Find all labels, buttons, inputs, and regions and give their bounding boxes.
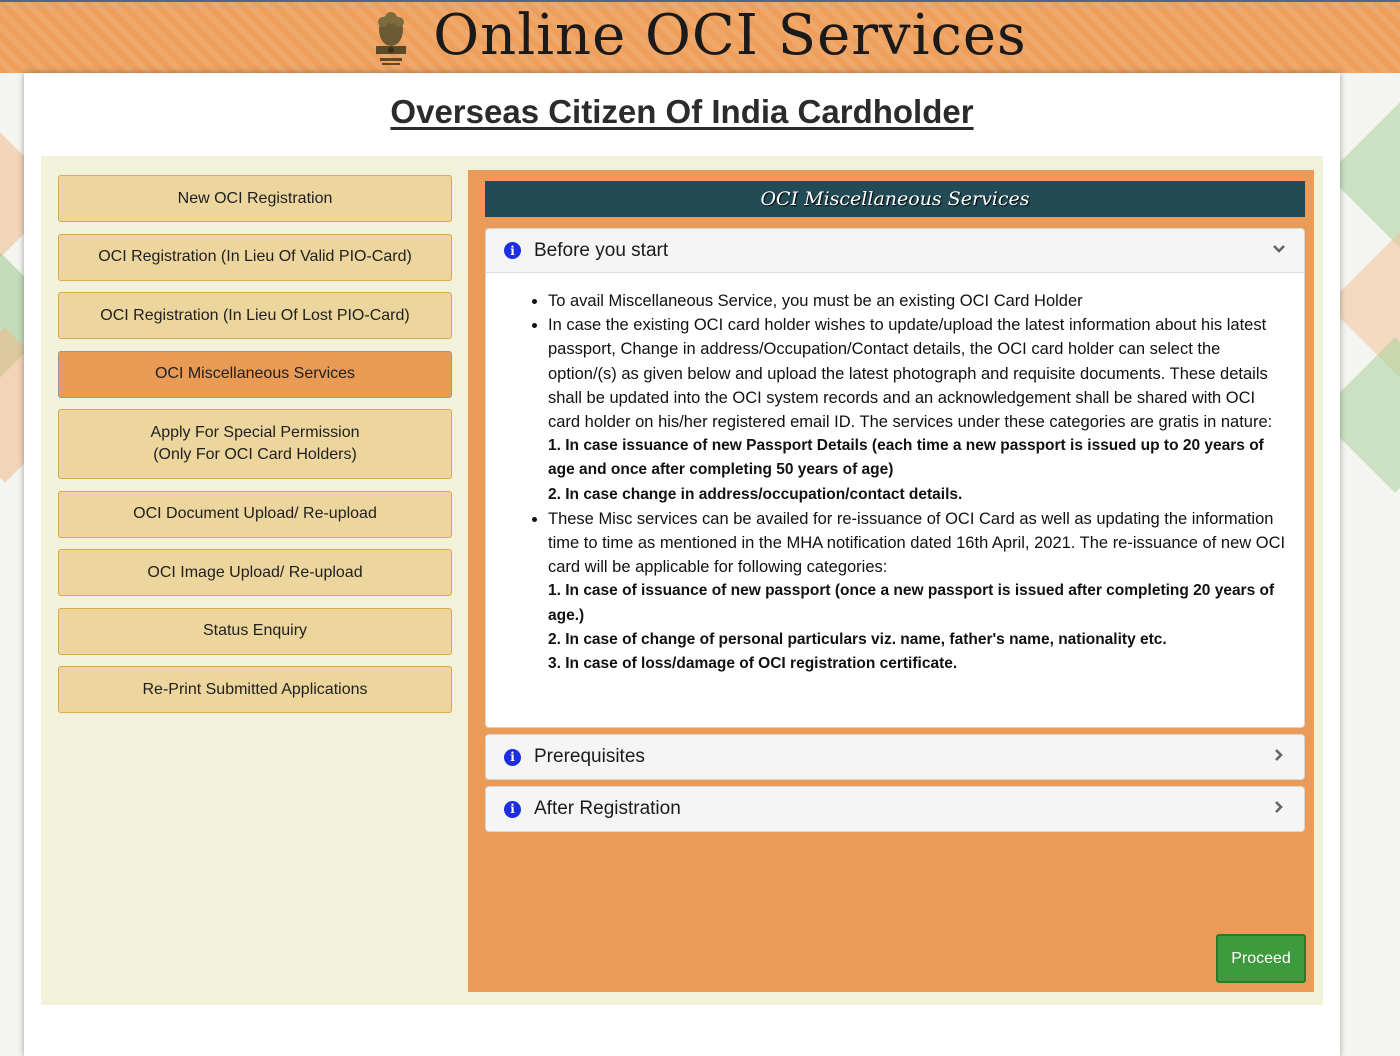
site-banner — [0, 0, 1400, 73]
accordion-after-registration — [485, 786, 1305, 832]
accordion-body — [486, 273, 1304, 676]
page-title: Overseas Citizen Of India Cardholder — [390, 93, 974, 130]
services-panel — [468, 170, 1314, 992]
list-item: • These Misc services can be availed for re-issuance of OCI Card as well as updating the information time to time as mentioned in the MHA notification dated 16th April, 2021. The re-issuance of new OCI card will be applicable for following categories: 1. In case of issuance of new passport (once a new passport is issued after completing 20 years of age.) 2. In case of change of personal particulars viz. name, father's name, nationality etc. 3. In case of loss/damage of OCI registration certificate. — [548, 507, 1286, 676]
info-icon: i — [504, 749, 521, 766]
india-national-emblem-icon — [370, 8, 412, 70]
accordion-header-before-you-start[interactable] — [486, 229, 1304, 273]
accordion-title: Prerequisites — [534, 746, 645, 767]
menu-special-permission-button[interactable]: Apply For Special Permission (Only For OCI Card Holders) — [58, 409, 452, 479]
list-sub-item: 1. In case issuance of new Passport Details (each time a new passport is issued up to 20 years of age and once after completing 50 years of age) — [548, 437, 1264, 479]
menu-oci-miscellaneous-services-button[interactable]: OCI Miscellaneous Services — [58, 351, 452, 398]
proceed-button[interactable]: Proceed — [1216, 934, 1306, 983]
page-container — [24, 73, 1340, 1056]
menu-reprint-applications-button[interactable]: Re-Print Submitted Applications — [58, 666, 452, 713]
accordion-header-after-registration[interactable] — [486, 787, 1304, 831]
chevron-right-icon — [1272, 800, 1286, 814]
list-item: • In case the existing OCI card holder wishes to update/upload the latest information about his latest passport, Change in address/Occupation/Contact details, the OCI card holder can select the option/(s) as given below and upload the latest photograph and requisite documents. These details shall be updated into the OCI system records and an acknowledgement shall be shared with OCI card holder on his/her registered email ID. The services under these categories are gratis in nature: 1. In case issuance of new Passport Details (each time a new passport is issued up to 20 years of age and once after completing 50 years of age) 2. In case change in address/occupation/contact details. — [548, 313, 1286, 507]
site-title: Online OCI Services — [433, 3, 1027, 68]
accordion-title: Before you start — [534, 239, 669, 261]
chevron-right-icon — [1272, 748, 1286, 762]
info-icon: i — [504, 801, 521, 818]
list-sub-item: 1. In case of issuance of new passport (once a new passport is issued after completing 20 years of age.) — [548, 582, 1275, 624]
info-icon: i — [504, 242, 521, 259]
menu-image-upload-button[interactable]: OCI Image Upload/ Re-upload — [58, 549, 452, 596]
chevron-down-icon — [1272, 242, 1286, 256]
accordion-before-you-start — [485, 228, 1305, 728]
services-menu — [58, 175, 452, 725]
accordion-header-prerequisites[interactable] — [486, 735, 1304, 779]
menu-status-enquiry-button[interactable]: Status Enquiry — [58, 608, 452, 655]
section-header: OCI Miscellaneous Services — [485, 181, 1305, 217]
menu-document-upload-button[interactable]: OCI Document Upload/ Re-upload — [58, 491, 452, 538]
menu-oci-registration-valid-pio-button[interactable]: OCI Registration (In Lieu Of Valid PIO-Card) — [58, 234, 452, 281]
main-content — [41, 156, 1323, 1005]
accordion-prerequisites — [485, 734, 1305, 780]
list-sub-item: 2. In case change in address/occupation/contact details. — [548, 485, 963, 503]
list-sub-item: 3. In case of loss/damage of OCI registration certificate. — [548, 655, 958, 673]
list-item: • To avail Miscellaneous Service, you must be an existing OCI Card Holder — [548, 289, 1286, 313]
menu-new-oci-registration-button[interactable]: New OCI Registration — [58, 175, 452, 222]
accordion-title: After Registration — [534, 798, 681, 819]
menu-oci-registration-lost-pio-button[interactable]: OCI Registration (In Lieu Of Lost PIO-Card) — [58, 292, 452, 339]
list-sub-item: 2. In case of change of personal particulars viz. name, father's name, nationality etc. — [548, 630, 1167, 648]
